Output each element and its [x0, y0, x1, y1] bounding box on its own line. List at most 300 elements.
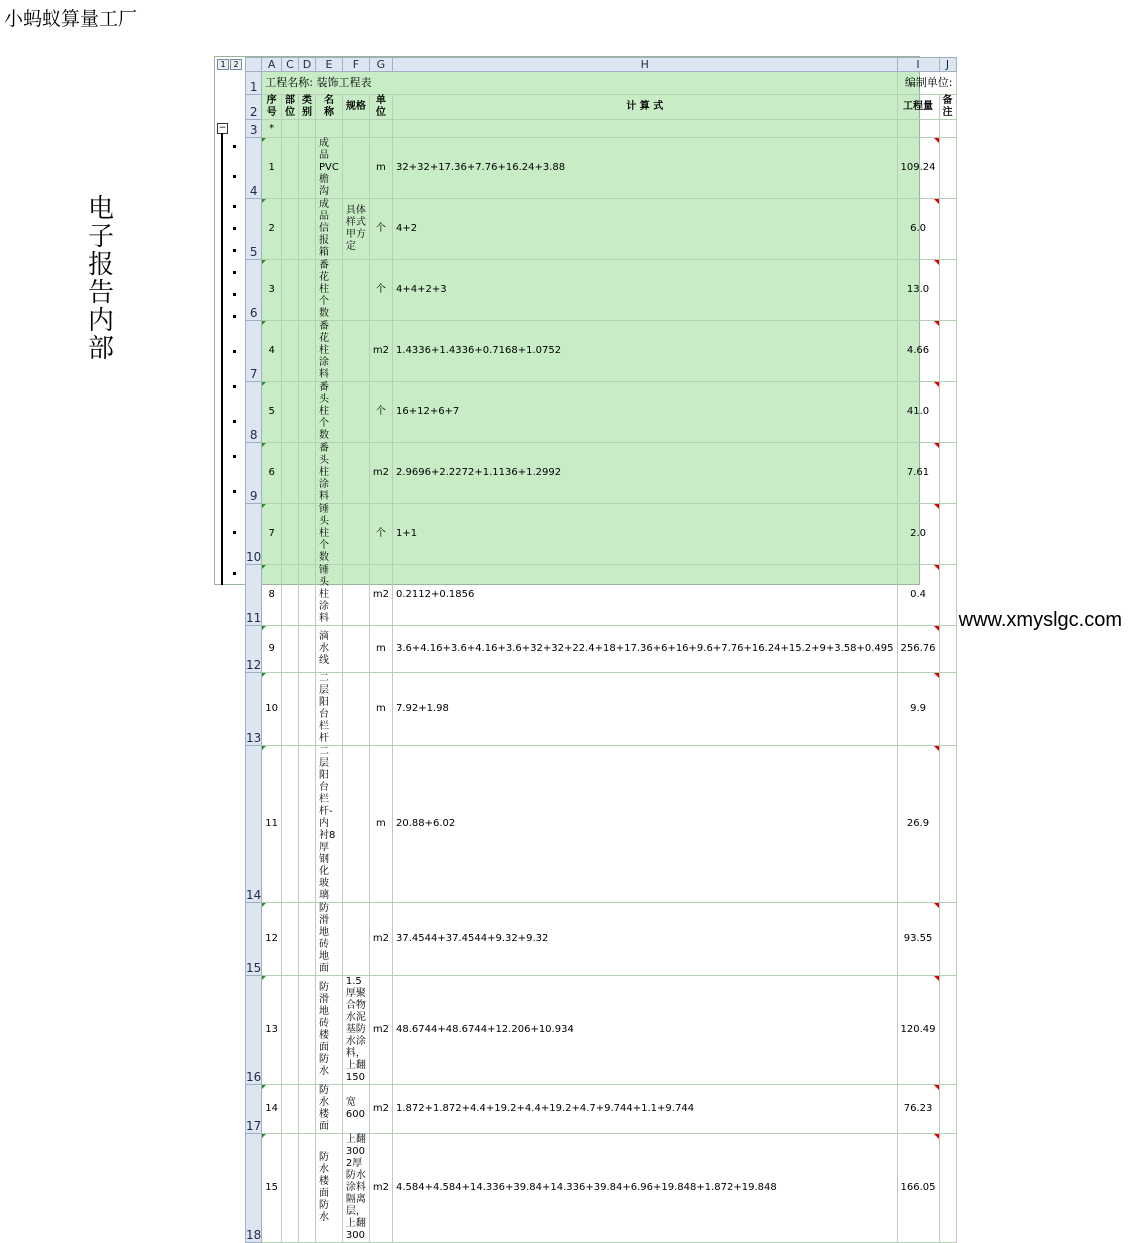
- spec-cell[interactable]: [342, 673, 369, 746]
- column-header-f[interactable]: F: [342, 58, 369, 72]
- unit-cell[interactable]: [369, 976, 392, 1085]
- comment-indicator-icon: [934, 382, 939, 387]
- header-seq[interactable]: 序号: [262, 95, 282, 120]
- row-number[interactable]: [246, 321, 262, 382]
- outline-dot-icon: [233, 531, 236, 534]
- spec-cell[interactable]: [342, 260, 369, 321]
- select-all-corner[interactable]: [246, 58, 262, 72]
- spec-cell[interactable]: [342, 903, 369, 976]
- unit-cell-text: 个: [375, 223, 386, 234]
- location-cell[interactable]: [282, 504, 299, 565]
- category-cell[interactable]: [299, 321, 316, 382]
- row-number[interactable]: [246, 746, 262, 903]
- location-cell[interactable]: [282, 626, 299, 673]
- remarks-cell[interactable]: [939, 443, 956, 504]
- row-number-text: 9: [249, 489, 258, 503]
- formula-cell-text: 1+1: [395, 528, 418, 539]
- row-number-text: 7: [249, 367, 258, 381]
- error-indicator-icon: [262, 199, 266, 203]
- location-cell[interactable]: [282, 138, 299, 199]
- header-category[interactable]: 类别: [299, 95, 316, 120]
- table-row: [246, 321, 957, 382]
- formula-cell[interactable]: [392, 382, 897, 443]
- name-cell[interactable]: [316, 321, 343, 382]
- comment-indicator-icon: [934, 1134, 939, 1139]
- seq-cell[interactable]: [262, 746, 282, 903]
- name-cell-text: 防水楼面: [319, 1085, 330, 1132]
- quantity-cell-text: 6.0: [910, 223, 926, 234]
- seq-cell[interactable]: [262, 382, 282, 443]
- formula-cell-text: 1.4336+1.4336+0.7168+1.0752: [395, 345, 562, 356]
- unit-cell-text: m2: [372, 1103, 389, 1114]
- category-cell[interactable]: [299, 1134, 316, 1243]
- quantity-cell-text: 26.9: [906, 818, 930, 829]
- header-remarks[interactable]: 备注: [939, 95, 956, 120]
- unit-cell[interactable]: [369, 673, 392, 746]
- column-header-d[interactable]: D: [299, 58, 316, 72]
- name-cell[interactable]: [316, 199, 343, 260]
- comment-indicator-icon: [934, 504, 939, 509]
- empty-cell[interactable]: [392, 120, 897, 138]
- remarks-cell[interactable]: [939, 138, 956, 199]
- spec-cell[interactable]: [342, 976, 369, 1085]
- outline-group-line: [221, 133, 223, 585]
- formula-cell-text: 3.6+4.16+3.6+4.16+3.6+32+32+22.4+18+17.36+6+16+9.6+7.76+16.24+15.2+9+3.58+0.495: [395, 643, 894, 654]
- category-cell[interactable]: [299, 260, 316, 321]
- header-quantity[interactable]: 工程量: [897, 95, 939, 120]
- seq-cell[interactable]: [262, 443, 282, 504]
- name-cell[interactable]: [316, 443, 343, 504]
- seq-cell-text: 13: [265, 1024, 279, 1035]
- data-grid: [245, 57, 957, 1243]
- column-header-i[interactable]: I: [897, 58, 939, 72]
- quantity-cell[interactable]: [897, 976, 939, 1085]
- unit-cell[interactable]: [369, 199, 392, 260]
- header-spec[interactable]: 规格: [342, 95, 369, 120]
- spec-cell[interactable]: [342, 565, 369, 626]
- spec-cell[interactable]: [342, 443, 369, 504]
- name-cell[interactable]: [316, 903, 343, 976]
- formula-cell-text: 4.584+4.584+14.336+39.84+14.336+39.84+6.96+19.848+1.872+19.848: [395, 1182, 777, 1193]
- unit-cell[interactable]: [369, 138, 392, 199]
- name-cell-text: 锤头柱个数: [319, 504, 330, 563]
- spec-cell[interactable]: [342, 504, 369, 565]
- remarks-cell[interactable]: [939, 903, 956, 976]
- seq-cell[interactable]: [262, 199, 282, 260]
- project-title-cell[interactable]: 工程名称: 装饰工程表: [262, 72, 897, 95]
- remarks-cell[interactable]: [939, 504, 956, 565]
- unit-cell-text: 个: [375, 284, 386, 295]
- quantity-cell[interactable]: [897, 443, 939, 504]
- category-cell[interactable]: [299, 1085, 316, 1134]
- name-cell[interactable]: [316, 1085, 343, 1134]
- location-cell[interactable]: [282, 321, 299, 382]
- row-number[interactable]: [246, 504, 262, 565]
- location-cell[interactable]: [282, 199, 299, 260]
- row-number[interactable]: [246, 1085, 262, 1134]
- quantity-cell-text: 256.76: [900, 643, 936, 654]
- seq-cell-text: 3: [268, 284, 275, 295]
- remarks-cell[interactable]: [939, 1085, 956, 1134]
- row-number-text: 11: [246, 611, 262, 625]
- remarks-cell[interactable]: [939, 746, 956, 903]
- spec-cell[interactable]: [342, 199, 369, 260]
- formula-cell-text: 48.6744+48.6744+12.206+10.934: [395, 1024, 574, 1035]
- row-number[interactable]: [246, 903, 262, 976]
- seq-cell-text: 5: [268, 406, 275, 417]
- row-number[interactable]: [246, 673, 262, 746]
- comment-indicator-icon: [934, 565, 939, 570]
- seq-cell[interactable]: [262, 138, 282, 199]
- name-cell[interactable]: [316, 504, 343, 565]
- row-number[interactable]: 2: [246, 95, 262, 120]
- error-indicator-icon: [262, 504, 266, 508]
- unit-cell[interactable]: [369, 903, 392, 976]
- formula-cell[interactable]: [392, 1134, 897, 1243]
- comment-indicator-icon: [934, 138, 939, 143]
- name-cell[interactable]: [316, 1134, 343, 1243]
- comment-indicator-icon: [934, 199, 939, 204]
- title-row: [246, 72, 957, 95]
- seq-cell[interactable]: [262, 260, 282, 321]
- row-number[interactable]: [246, 382, 262, 443]
- unit-cell[interactable]: [369, 565, 392, 626]
- category-cell[interactable]: [299, 565, 316, 626]
- formula-cell-text: 16+12+6+7: [395, 406, 460, 417]
- comment-indicator-icon: [934, 903, 939, 908]
- remarks-cell[interactable]: [939, 565, 956, 626]
- comment-indicator-icon: [934, 1085, 939, 1090]
- comment-indicator-icon: [934, 443, 939, 448]
- formula-cell[interactable]: [392, 443, 897, 504]
- seq-cell[interactable]: [262, 321, 282, 382]
- unit-cell[interactable]: [369, 1134, 392, 1243]
- unit-cell[interactable]: [369, 260, 392, 321]
- row-number[interactable]: [246, 260, 262, 321]
- formula-cell-text: 32+32+17.36+7.76+16.24+3.88: [395, 162, 566, 173]
- seq-cell-text: 15: [265, 1182, 279, 1193]
- quantity-cell-text: 4.66: [906, 345, 930, 356]
- unit-cell-text: m2: [372, 933, 389, 944]
- outline-level-2-button[interactable]: 2: [230, 59, 242, 70]
- quantity-cell-text: 7.61: [906, 467, 930, 478]
- formula-cell[interactable]: [392, 903, 897, 976]
- formula-cell[interactable]: [392, 1085, 897, 1134]
- category-cell[interactable]: [299, 199, 316, 260]
- unit-cell-text: 个: [375, 528, 386, 539]
- seq-cell[interactable]: [262, 1085, 282, 1134]
- unit-cell[interactable]: [369, 1085, 392, 1134]
- column-header-h[interactable]: H: [392, 58, 897, 72]
- seq-cell-text: 2: [268, 223, 275, 234]
- location-cell[interactable]: [282, 1134, 299, 1243]
- comment-indicator-icon: [934, 260, 939, 265]
- empty-cell[interactable]: [342, 120, 369, 138]
- name-cell-text: 二层阳台栏杆: [319, 673, 330, 744]
- name-cell-text: 防滑地砖地面: [319, 903, 330, 974]
- row-number[interactable]: [246, 976, 262, 1085]
- formula-cell[interactable]: [392, 565, 897, 626]
- row-number[interactable]: [246, 138, 262, 199]
- comment-indicator-icon: [934, 626, 939, 631]
- category-cell[interactable]: [299, 903, 316, 976]
- error-indicator-icon: [262, 1134, 266, 1138]
- location-cell[interactable]: [282, 565, 299, 626]
- row-number[interactable]: [246, 565, 262, 626]
- seq-cell-text: 8: [268, 589, 275, 600]
- spec-cell[interactable]: [342, 321, 369, 382]
- table-row: [246, 382, 957, 443]
- quantity-cell[interactable]: [897, 673, 939, 746]
- category-cell[interactable]: [299, 673, 316, 746]
- quantity-cell[interactable]: [897, 260, 939, 321]
- seq-cell[interactable]: [262, 504, 282, 565]
- location-cell[interactable]: [282, 382, 299, 443]
- empty-cell[interactable]: [316, 120, 343, 138]
- name-cell[interactable]: [316, 565, 343, 626]
- unit-cell[interactable]: [369, 626, 392, 673]
- formula-cell[interactable]: [392, 673, 897, 746]
- location-cell[interactable]: [282, 976, 299, 1085]
- header-formula[interactable]: 计 算 式: [392, 95, 897, 120]
- formula-cell[interactable]: [392, 260, 897, 321]
- remarks-cell[interactable]: [939, 976, 956, 1085]
- location-cell[interactable]: [282, 903, 299, 976]
- error-indicator-icon: [262, 138, 266, 142]
- row-number[interactable]: [246, 626, 262, 673]
- location-cell[interactable]: [282, 260, 299, 321]
- name-cell[interactable]: [316, 382, 343, 443]
- outline-dot-icon: [233, 145, 236, 148]
- error-indicator-icon: [262, 626, 266, 630]
- error-indicator-icon: [262, 260, 266, 264]
- category-cell[interactable]: [299, 626, 316, 673]
- name-cell[interactable]: [316, 746, 343, 903]
- table-row: [246, 673, 957, 746]
- category-cell[interactable]: [299, 382, 316, 443]
- row-number-text: 12: [246, 658, 262, 672]
- empty-cell[interactable]: [299, 120, 316, 138]
- seq-cell[interactable]: [262, 565, 282, 626]
- empty-cell[interactable]: [939, 120, 956, 138]
- name-cell[interactable]: [316, 976, 343, 1085]
- table-row: [246, 1134, 957, 1243]
- name-cell[interactable]: [316, 138, 343, 199]
- error-indicator-icon: [262, 321, 266, 325]
- error-indicator-icon: [262, 443, 266, 447]
- name-cell[interactable]: [316, 673, 343, 746]
- quantity-cell-text: 41.0: [906, 406, 930, 417]
- row-number[interactable]: 3: [246, 120, 262, 138]
- formula-cell[interactable]: [392, 138, 897, 199]
- remarks-cell[interactable]: [939, 382, 956, 443]
- quantity-cell[interactable]: [897, 504, 939, 565]
- comment-indicator-icon: [934, 976, 939, 981]
- spec-cell[interactable]: [342, 382, 369, 443]
- seq-cell-text: 4: [268, 345, 275, 356]
- remarks-cell[interactable]: [939, 260, 956, 321]
- formula-cell[interactable]: [392, 321, 897, 382]
- compiler-cell[interactable]: 编制单位:: [897, 72, 956, 95]
- seq-cell[interactable]: [262, 903, 282, 976]
- unit-cell-text: m: [376, 643, 386, 654]
- formula-cell[interactable]: [392, 626, 897, 673]
- name-cell-text: 二层阳台栏杆-内衬8厚钢化玻璃: [319, 746, 336, 901]
- column-header-g[interactable]: G: [369, 58, 392, 72]
- name-cell-text: 成品PVC檐沟: [319, 138, 339, 197]
- formula-cell[interactable]: [392, 504, 897, 565]
- quantity-cell[interactable]: [897, 626, 939, 673]
- quantity-cell-text: 120.49: [900, 1024, 936, 1035]
- row-number[interactable]: [246, 443, 262, 504]
- remarks-cell[interactable]: [939, 199, 956, 260]
- row-number-text: 17: [246, 1119, 262, 1133]
- name-cell[interactable]: [316, 260, 343, 321]
- spec-cell[interactable]: [342, 1085, 369, 1134]
- name-cell-text: 防水楼面防水: [319, 1152, 330, 1223]
- formula-cell-text: 4+4+2+3: [395, 284, 447, 295]
- spec-cell[interactable]: [342, 138, 369, 199]
- row-number[interactable]: 1: [246, 72, 262, 95]
- table-row: [246, 565, 957, 626]
- location-cell[interactable]: [282, 673, 299, 746]
- row-number-text: 15: [246, 961, 262, 975]
- location-cell[interactable]: [282, 746, 299, 903]
- outline-dot-icon: [233, 249, 236, 252]
- name-cell-text: 成品信报箱: [319, 199, 330, 258]
- formula-cell-text: 4+2: [395, 223, 418, 234]
- seq-cell-text: 9: [268, 643, 275, 654]
- unit-cell[interactable]: [369, 321, 392, 382]
- table-row: [246, 260, 957, 321]
- row-number-text: 18: [246, 1228, 262, 1242]
- quantity-cell-text: 0.4: [910, 589, 926, 600]
- unit-cell-text: m: [376, 818, 386, 829]
- seq-cell[interactable]: [262, 673, 282, 746]
- seq-cell[interactable]: [262, 626, 282, 673]
- outline-dot-icon: [233, 455, 236, 458]
- seq-cell-text: 14: [265, 1103, 279, 1114]
- formula-cell[interactable]: [392, 199, 897, 260]
- category-cell[interactable]: [299, 138, 316, 199]
- seq-cell[interactable]: [262, 976, 282, 1085]
- unit-cell[interactable]: [369, 504, 392, 565]
- outline-dot-icon: [233, 572, 236, 575]
- header-location[interactable]: 部位: [282, 95, 299, 120]
- seq-cell[interactable]: [262, 1134, 282, 1243]
- error-indicator-icon: [262, 746, 266, 750]
- empty-cell[interactable]: [282, 120, 299, 138]
- quantity-cell[interactable]: [897, 321, 939, 382]
- quantity-cell[interactable]: [897, 138, 939, 199]
- row-number[interactable]: [246, 199, 262, 260]
- formula-cell-text: 1.872+1.872+4.4+19.2+4.4+19.2+4.7+9.744+1.1+9.744: [395, 1103, 695, 1114]
- quantity-cell-text: 76.23: [903, 1103, 933, 1114]
- location-cell[interactable]: [282, 443, 299, 504]
- seq-cell-text: 12: [265, 933, 279, 944]
- remarks-cell[interactable]: [939, 321, 956, 382]
- unit-cell[interactable]: [369, 382, 392, 443]
- unit-cell-text: m2: [372, 345, 389, 356]
- error-indicator-icon: [262, 673, 266, 677]
- formula-cell[interactable]: [392, 746, 897, 903]
- spec-cell[interactable]: [342, 746, 369, 903]
- error-indicator-icon: [262, 1085, 266, 1089]
- unit-cell[interactable]: [369, 746, 392, 903]
- unit-cell-text: m2: [372, 589, 389, 600]
- outline-level-1-button[interactable]: 1: [217, 59, 229, 70]
- outline-dot-icon: [233, 293, 236, 296]
- quantity-cell[interactable]: [897, 1085, 939, 1134]
- name-cell[interactable]: [316, 626, 343, 673]
- header-unit[interactable]: 单位: [369, 95, 392, 120]
- row-number-text: 16: [246, 1070, 262, 1084]
- error-indicator-icon: [262, 565, 266, 569]
- seq-cell-text: 1: [268, 162, 275, 173]
- remarks-cell[interactable]: [939, 1134, 956, 1243]
- category-cell[interactable]: [299, 504, 316, 565]
- column-header-a[interactable]: A: [262, 58, 282, 72]
- spec-cell[interactable]: [342, 626, 369, 673]
- column-header-row: [246, 58, 957, 72]
- category-cell[interactable]: [299, 976, 316, 1085]
- formula-cell-text: 37.4544+37.4544+9.32+9.32: [395, 933, 549, 944]
- outline-dot-icon: [233, 385, 236, 388]
- category-cell[interactable]: [299, 746, 316, 903]
- formula-cell-text: 0.2112+0.1856: [395, 589, 475, 600]
- unit-cell-text: 个: [375, 406, 386, 417]
- spec-cell[interactable]: [342, 1134, 369, 1243]
- table-row: [246, 443, 957, 504]
- row-number-text: 8: [249, 428, 258, 442]
- category-cell[interactable]: [299, 443, 316, 504]
- header-name[interactable]: 名称: [316, 95, 343, 120]
- row-number-text: 4: [249, 184, 258, 198]
- comment-indicator-icon: [934, 321, 939, 326]
- marker-cell[interactable]: *: [262, 120, 282, 138]
- comment-indicator-icon: [934, 673, 939, 678]
- remarks-cell[interactable]: [939, 626, 956, 673]
- quantity-cell[interactable]: [897, 565, 939, 626]
- quantity-cell[interactable]: [897, 903, 939, 976]
- unit-cell[interactable]: [369, 443, 392, 504]
- row-number[interactable]: [246, 1134, 262, 1243]
- header-row: [246, 95, 957, 120]
- table-row: [246, 138, 957, 199]
- column-header-e[interactable]: E: [316, 58, 343, 72]
- remarks-cell[interactable]: [939, 673, 956, 746]
- empty-cell[interactable]: [897, 120, 939, 138]
- quantity-cell[interactable]: [897, 199, 939, 260]
- empty-cell[interactable]: [369, 120, 392, 138]
- table-row: [246, 199, 957, 260]
- quantity-cell[interactable]: [897, 382, 939, 443]
- column-header-c[interactable]: C: [282, 58, 299, 72]
- side-label: 电 子 报 告 内 部: [87, 194, 114, 364]
- location-cell[interactable]: [282, 1085, 299, 1134]
- formula-cell[interactable]: [392, 976, 897, 1085]
- seq-cell-text: 11: [265, 818, 279, 829]
- column-header-j[interactable]: J: [939, 58, 956, 72]
- table-row: [246, 746, 957, 903]
- quantity-cell-text: 9.9: [910, 703, 926, 714]
- quantity-cell[interactable]: [897, 746, 939, 903]
- spec-cell-text: 1.5厚聚合物水泥基防水涂料，上翻150: [345, 976, 366, 1083]
- collapse-group-button[interactable]: −: [218, 123, 227, 133]
- quantity-cell[interactable]: [897, 1134, 939, 1243]
- formula-cell-text: 7.92+1.98: [395, 703, 449, 714]
- name-cell-text: 防滑地砖楼面防水: [319, 982, 330, 1077]
